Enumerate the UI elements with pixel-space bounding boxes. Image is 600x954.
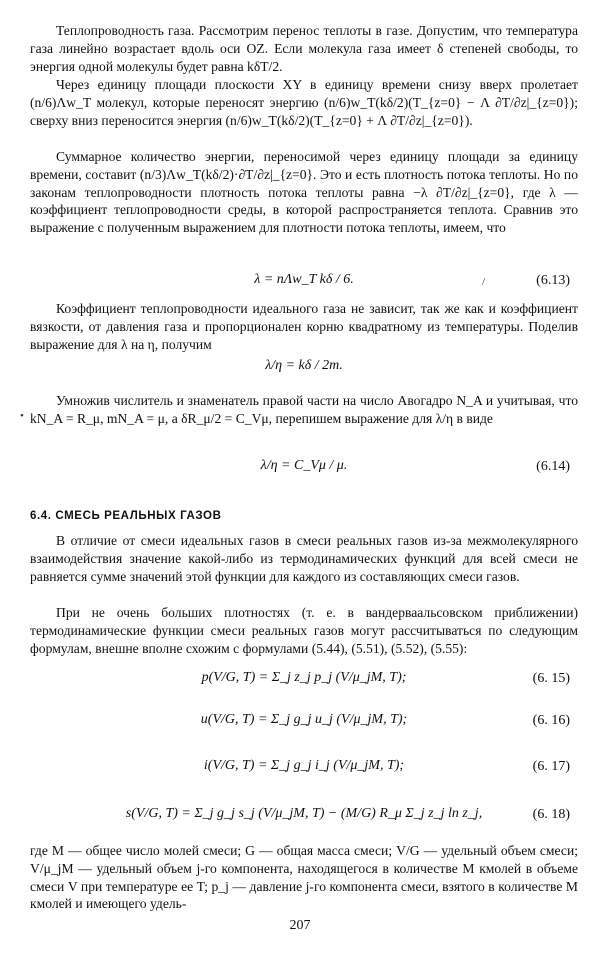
page-number: 207	[289, 918, 311, 933]
scan-mark: •	[20, 410, 24, 422]
equation-lambda-over-eta	[30, 356, 578, 382]
equation-formula: λ/η = kδ / 2m.	[265, 358, 343, 373]
equation-6-14	[30, 456, 578, 482]
paragraph-text: Умножив числитель и знаменатель правой части на число Авогадро N_A и учитывая, что kN_A = R_μ, mN_A = μ, а δR_μ/2 = C_Vμ, перепишем выражение для λ/η в виде	[30, 393, 578, 426]
paragraph-text: где M — общее число молей смеси; G — общая масса смеси; V/G — удельный объем смеси; V/μ_jM — удельный объем j-го компонента, находящегося в количестве M кмолей в объеме смеси V при температуре ее T; p_j — давление j-го компонента смеси, взятого в количестве M кмолей и имеющего удель-	[30, 843, 578, 912]
paragraph-text: В отличие от смеси идеальных газов в смеси реальных газов из-за межмолекулярного взаимодействия значение какой-либо из термодинамических функций для всей смеси не равняется сумме значений этой функции для каждого из составляющих смеси газов.	[30, 533, 578, 584]
equation-6-17	[30, 756, 578, 782]
paragraph-flux-up-down	[30, 76, 578, 129]
equation-6-15	[30, 668, 578, 694]
equation-number: (6. 18)	[532, 807, 570, 822]
equation-6-13	[30, 270, 578, 296]
equation-number: (6. 15)	[532, 671, 570, 686]
paragraph-real-gas-mixture	[30, 532, 578, 585]
equation-formula: λ/η = C_Vμ / μ.	[260, 458, 348, 473]
paragraph-text: Через единицу площади плоскости XY в единицу времени снизу вверх пролетает (n/6)Λw_T молекул, которые переносят энергию (n/6)w_T(kδ/2)(T_{z=0} − Λ ∂T/∂z|_{z=0}); сверху вниз переносится энергия (n/6)w_T(kδ/2)(T_{z=0} + Λ ∂T/∂z|_{z=0}).	[30, 77, 578, 128]
equation-number: (6. 17)	[532, 759, 570, 774]
paragraph-heat-conduction-intro	[30, 22, 578, 75]
paragraph-text: Суммарное количество энергии, переносимой через единицу площади за единицу времени, составит (n/3)Λw_T(kδ/2)·∂T/∂z|_{z=0}. Это и есть плотность потока теплоты. Но по законам теплопроводности плотность потока теплоты равна −λ ∂T/∂z|_{z=0}, где λ — коэффициент теплопроводности среды, в которой распространяется теплота. Сравнив это выражение с полученным выражением для плотности потока теплоты, имеем, что	[30, 149, 578, 236]
equation-number: (6.14)	[536, 459, 570, 474]
paragraph-text: Теплопроводность газа. Рассмотрим перенос теплоты в газе. Допустим, что температура газа линейно возрастает вдоль оси OZ. Если молекула газа имеет δ степеней свободы, то энергия одной молекулы будет равна kδT/2.	[30, 23, 578, 74]
paragraph-conductivity-independence	[30, 300, 578, 353]
equation-formula: i(V/G, T) = Σ_j g_j i_j (V/μ_jM, T);	[203, 758, 405, 773]
equation-formula: λ = nΛw_T kδ / 6.	[254, 272, 354, 287]
equation-number: (6. 16)	[532, 713, 570, 728]
paragraph-van-der-waals	[30, 604, 578, 657]
paragraph-notation	[30, 842, 578, 913]
scan-mark: /	[482, 276, 486, 288]
section-heading: 6.4. СМЕСЬ РЕАЛЬНЫХ ГАЗОВ	[30, 510, 222, 522]
paragraph-total-energy	[30, 148, 578, 237]
equation-number: (6.13)	[536, 273, 570, 288]
paragraph-text: При не очень больших плотностях (т. е. в вандерваальсовском приближении) термодинамические функции смеси реальных газов могут рассчитываться по следующим формулам, внешне вполне схожим с формулами (5.44), (5.51), (5.52), (5.55):	[30, 605, 578, 656]
equation-6-18	[30, 804, 578, 830]
paragraph-avogadro	[30, 392, 578, 428]
paragraph-text: Коэффициент теплопроводности идеального газа не зависит, так же как и коэффициент вязкости, от давления газа и пропорционален корню квадратному из температуры. Поделив выражение для λ на η, получим	[30, 301, 578, 352]
equation-6-16	[30, 710, 578, 736]
equation-formula: u(V/G, T) = Σ_j g_j u_j (V/μ_jM, T);	[200, 712, 408, 727]
equation-formula: s(V/G, T) = Σ_j g_j s_j (V/μ_jM, T) − (M/G) R_μ Σ_j z_j ln z_j,	[125, 806, 483, 821]
equation-formula: p(V/G, T) = Σ_j z_j p_j (V/μ_jM, T);	[201, 670, 407, 685]
